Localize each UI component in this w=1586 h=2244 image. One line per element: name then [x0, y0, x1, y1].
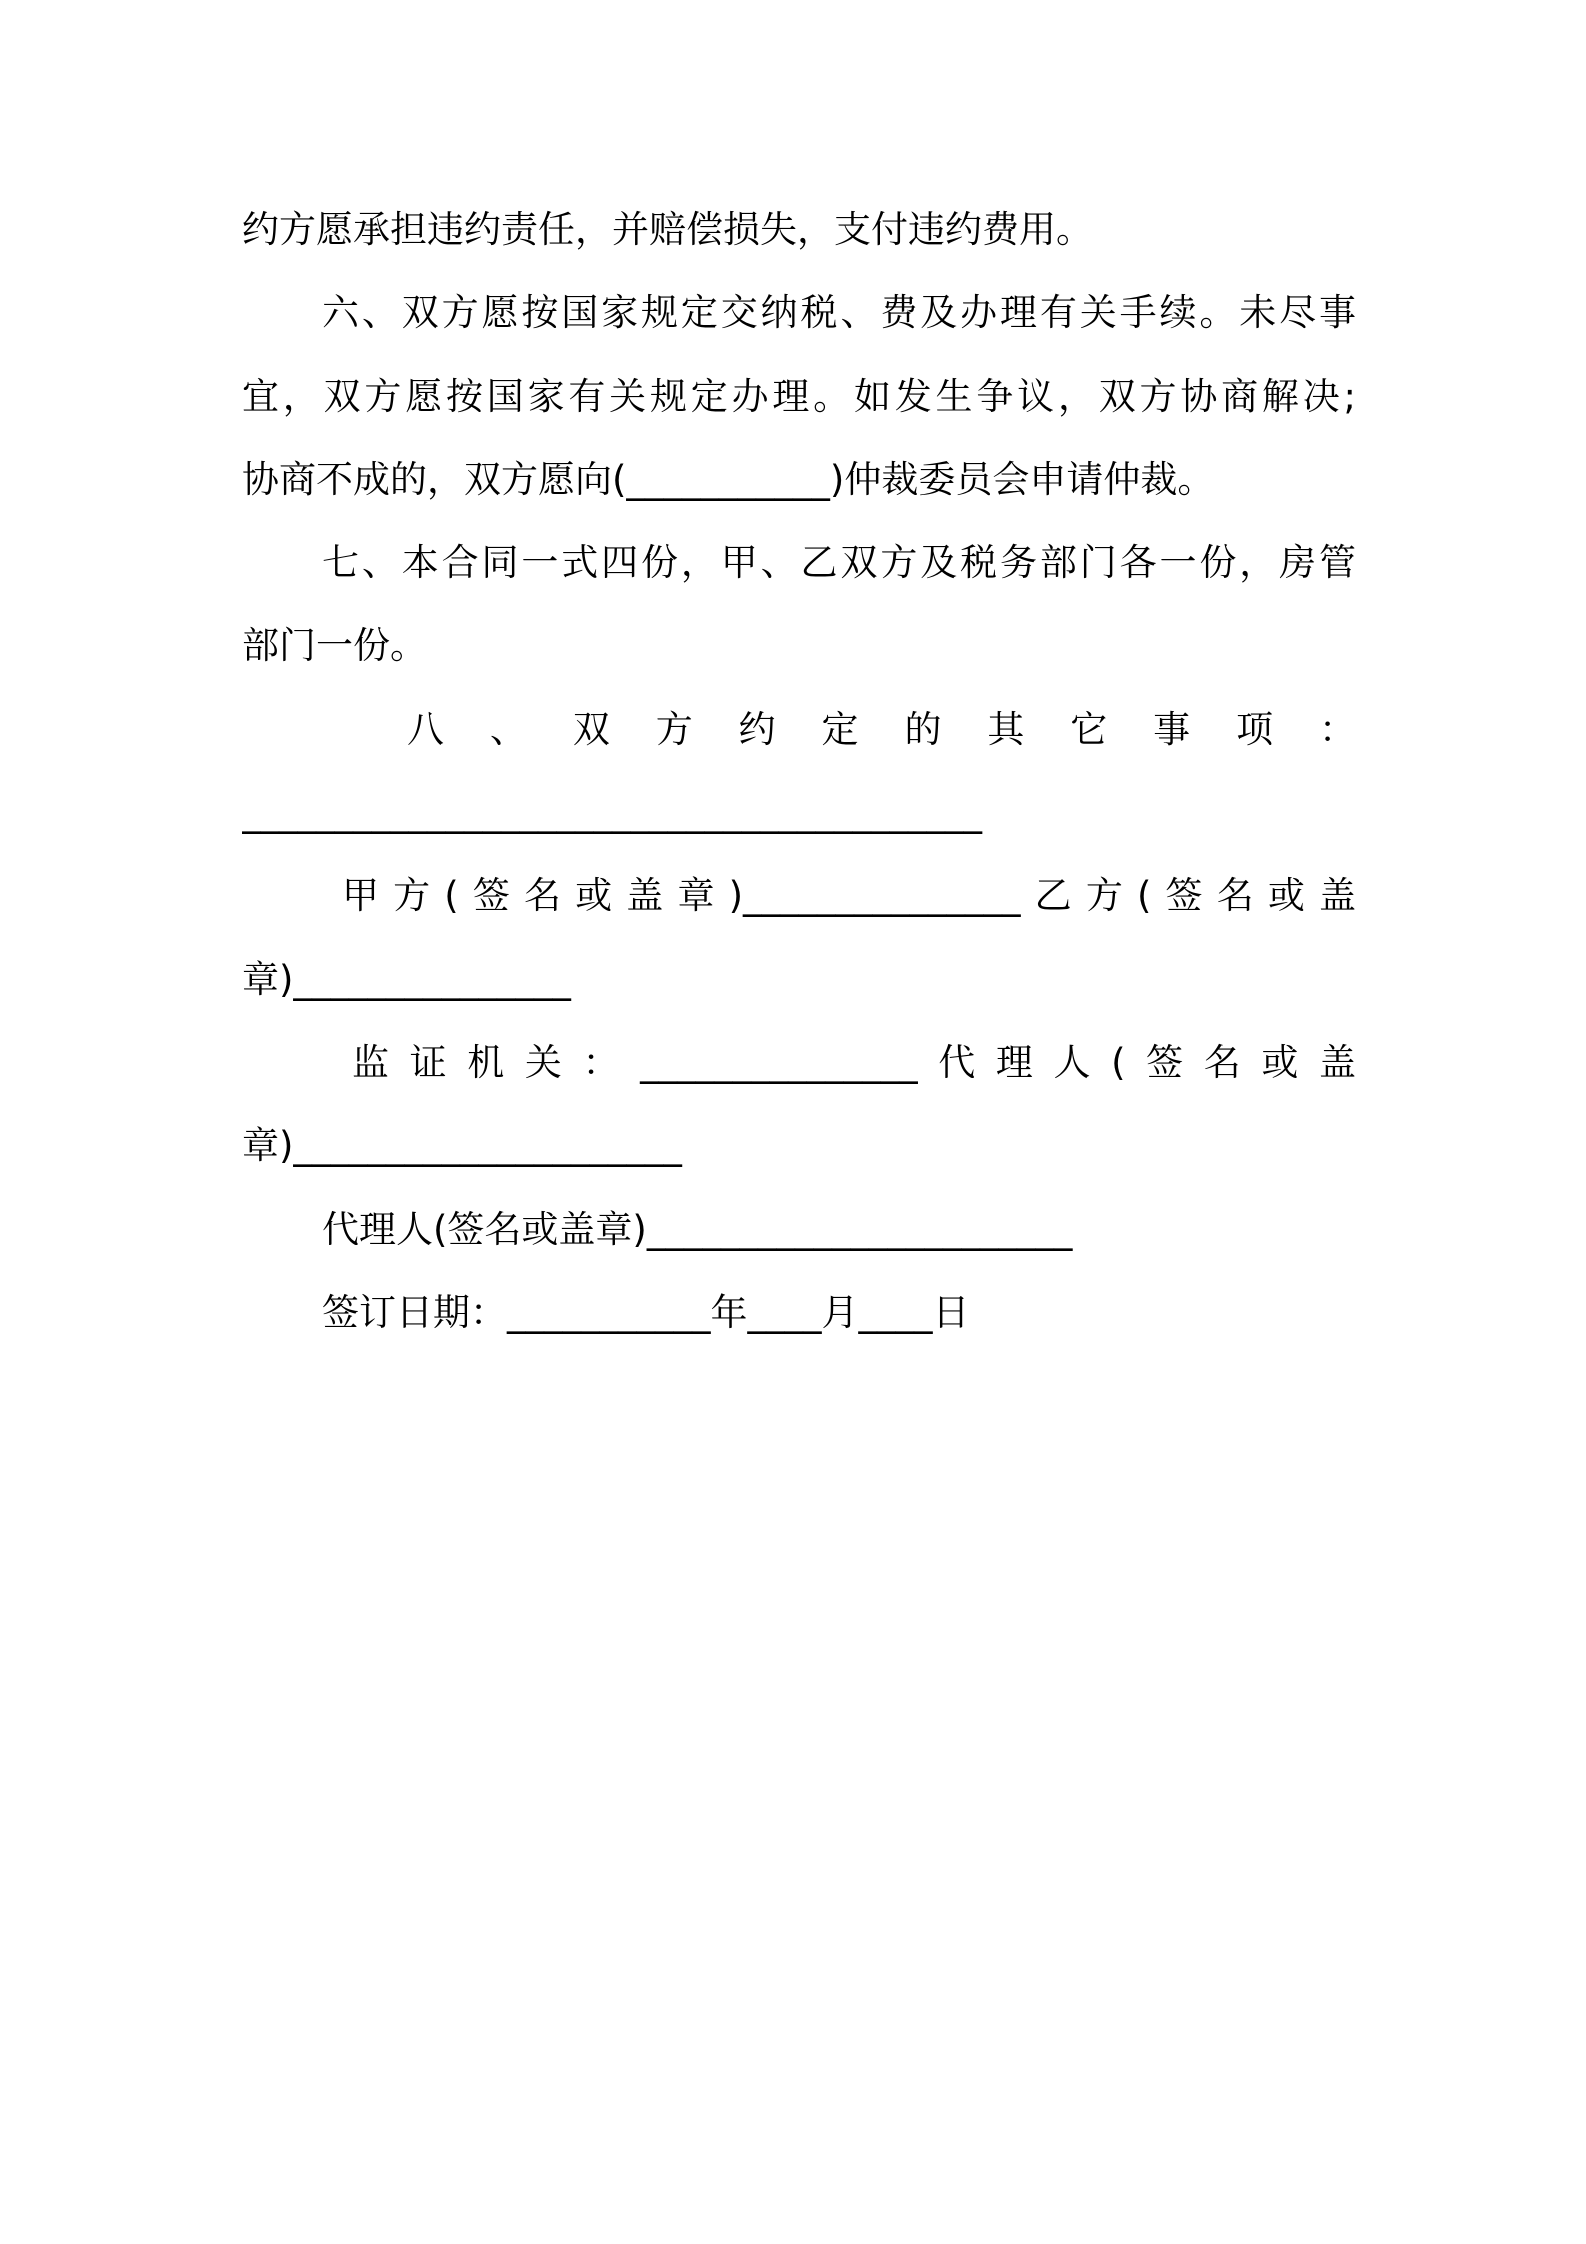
- text-line-1: 约方愿承担违约责任，并赔偿损失，支付违约费用。: [242, 208, 1093, 251]
- blank-line: ________________________________________: [242, 791, 982, 834]
- signature-line-party-b: 章)_______________: [242, 958, 571, 1001]
- signature-date-line: 签订日期：___________年____月____日: [322, 1291, 970, 1334]
- signature-line-agent: 代理人(签名或盖章)_______________________: [322, 1208, 1073, 1251]
- signature-line-party-a: 甲方(签名或盖章)_______________乙方(签名或盖: [342, 874, 1356, 917]
- text-line-2: 六、双方愿按国家规定交纳税、费及办理有关手续。未尽事: [322, 291, 1356, 334]
- signature-line-authority: 监证机关：_______________代理人(签名或盖: [352, 1041, 1356, 1084]
- text-line-7: 八、双方约定的其它事项：: [407, 708, 1356, 751]
- text-line-4: 协商不成的，双方愿向(___________)仲裁委员会申请仲裁。: [242, 458, 1215, 501]
- text-line-6: 部门一份。: [242, 624, 427, 667]
- text-line-5: 七、本合同一式四份，甲、乙双方及税务部门各一份，房管: [322, 541, 1356, 584]
- signature-line-agent-cont: 章)_____________________: [242, 1124, 682, 1167]
- text-line-3: 宜，双方愿按国家有关规定办理。如发生争议，双方协商解决;: [242, 375, 1356, 418]
